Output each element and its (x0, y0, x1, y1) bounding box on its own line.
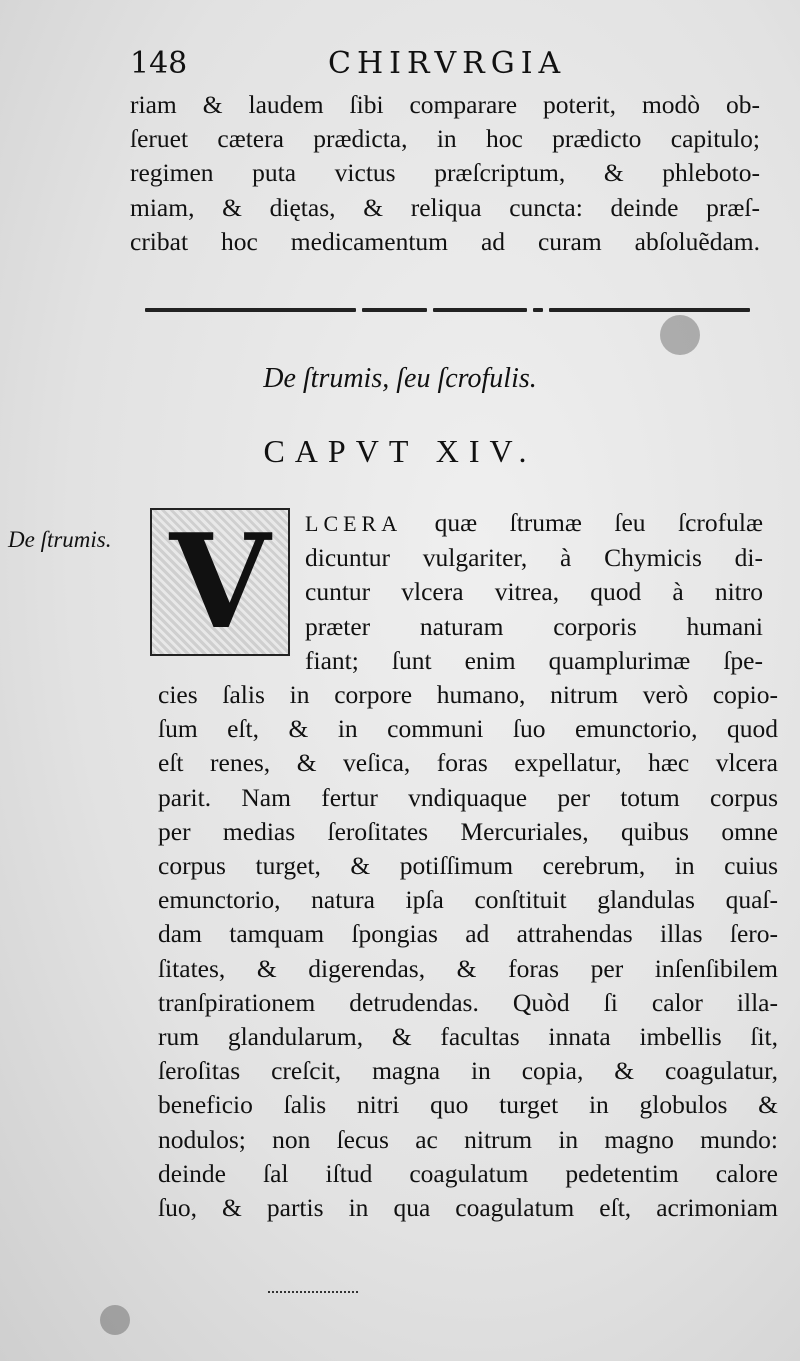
text-line: ſum eſt, & in communi ſuo emunctorio, quod (158, 714, 778, 744)
text-line: dicuntur vulgariter, à Chymicis di- (305, 543, 763, 573)
first-word-rest: LCERA (305, 511, 403, 536)
page-number: 148 (130, 46, 188, 81)
text-line: ſuo, & partis in qua coagulatum eſt, acrimoniam (158, 1193, 778, 1223)
text-line: parit. Nam fertur vndiquaque per totum corpus (158, 782, 778, 812)
text-line: cuntur vlcera vitrea, quod à nitro (305, 577, 763, 607)
text-line: eſt renes, & veſica, foras expellatur, hæc vlcera (158, 748, 778, 778)
page-header (130, 46, 750, 86)
text-line: riam & laudem ſibi comparare poterit, modò ob- (130, 90, 760, 119)
text-line: beneficio ſalis nitri quo turget in globulos & (158, 1090, 778, 1120)
ink-blot (660, 315, 700, 355)
chapter-heading: CAPVT XIV. (263, 433, 537, 469)
section-title: De ſtrumis, ſeu ſcrofulis. (263, 363, 537, 394)
text-line: regimen puta victus præſcriptum, & phleboto- (130, 158, 760, 188)
decorated-initial (150, 505, 290, 658)
opening-paragraph (130, 88, 760, 259)
text-line: quæ ſtrumæ ſeu ſcrofulæ (434, 508, 763, 537)
initial-letter: V (169, 505, 271, 658)
text-line: miam, & diętas, & reliqua cuncta: deinde præſ- (130, 192, 760, 222)
text-line: ſeroſitas creſcit, magna in copia, & coagulatur, (158, 1056, 778, 1086)
bottom-ornament (268, 1291, 358, 1297)
text-line: tranſpirationem detrudendas. Quòd ſi calor illa- (158, 987, 778, 1017)
text-line (305, 506, 763, 541)
main-paragraph (158, 678, 778, 1225)
ink-blot (100, 1305, 130, 1335)
text-line: fiant; ſunt enim quamplurimæ ſpe- (305, 645, 763, 675)
text-line: corpus turget, & potiſſimum cerebrum, in cuius (158, 851, 778, 881)
paragraph-beside-initial (305, 506, 763, 678)
text-line: ſitates, & digerendas, & foras per inſenſibilem (158, 953, 778, 983)
ornamental-rule (145, 308, 750, 314)
text-line: rum glandularum, & facultas innata imbellis ſit, (158, 1022, 778, 1052)
text-line: per medias ſeroſitates Mercuriales, quibus omne (158, 816, 778, 846)
text-line: deinde ſal iſtud coagulatum pedetentim calore (158, 1158, 778, 1188)
text-line: emunctorio, natura ipſa conſtituit glandulas quaſ- (158, 885, 778, 915)
text-line: dam tamquam ſpongias ad attrahendas illas ſero- (158, 919, 778, 949)
text-line: ſeruet cætera prædicta, in hoc prædicto capitulo; (130, 124, 760, 154)
text-line: præter naturam corporis humani (305, 611, 763, 641)
running-head: CHIRVRGIA (328, 46, 567, 81)
text-line: cies ſalis in corpore humano, nitrum verò copio- (158, 680, 778, 709)
text-line: cribat hoc medicamentum ad curam abſoluẽdam. (130, 226, 760, 256)
text-line: nodulos; non ſecus ac nitrum in magno mundo: (158, 1124, 778, 1154)
margin-note: De ſtrumis. (8, 527, 112, 552)
